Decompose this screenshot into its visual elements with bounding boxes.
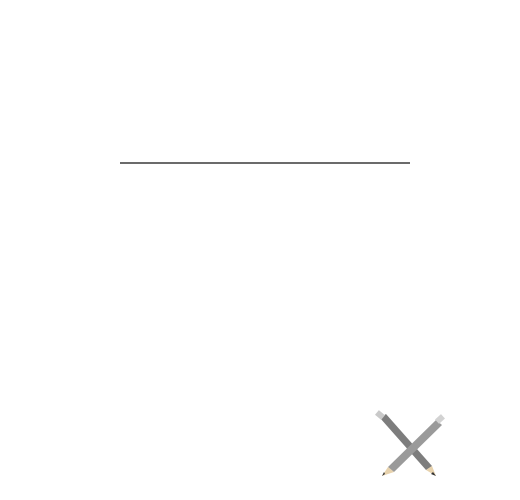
part-heading [120,140,420,162]
part-divider [120,162,410,164]
pencil-1-icon [375,410,436,476]
crossed-pencils-illustration [370,410,450,480]
part-label [120,140,124,161]
part-number [120,140,124,160]
